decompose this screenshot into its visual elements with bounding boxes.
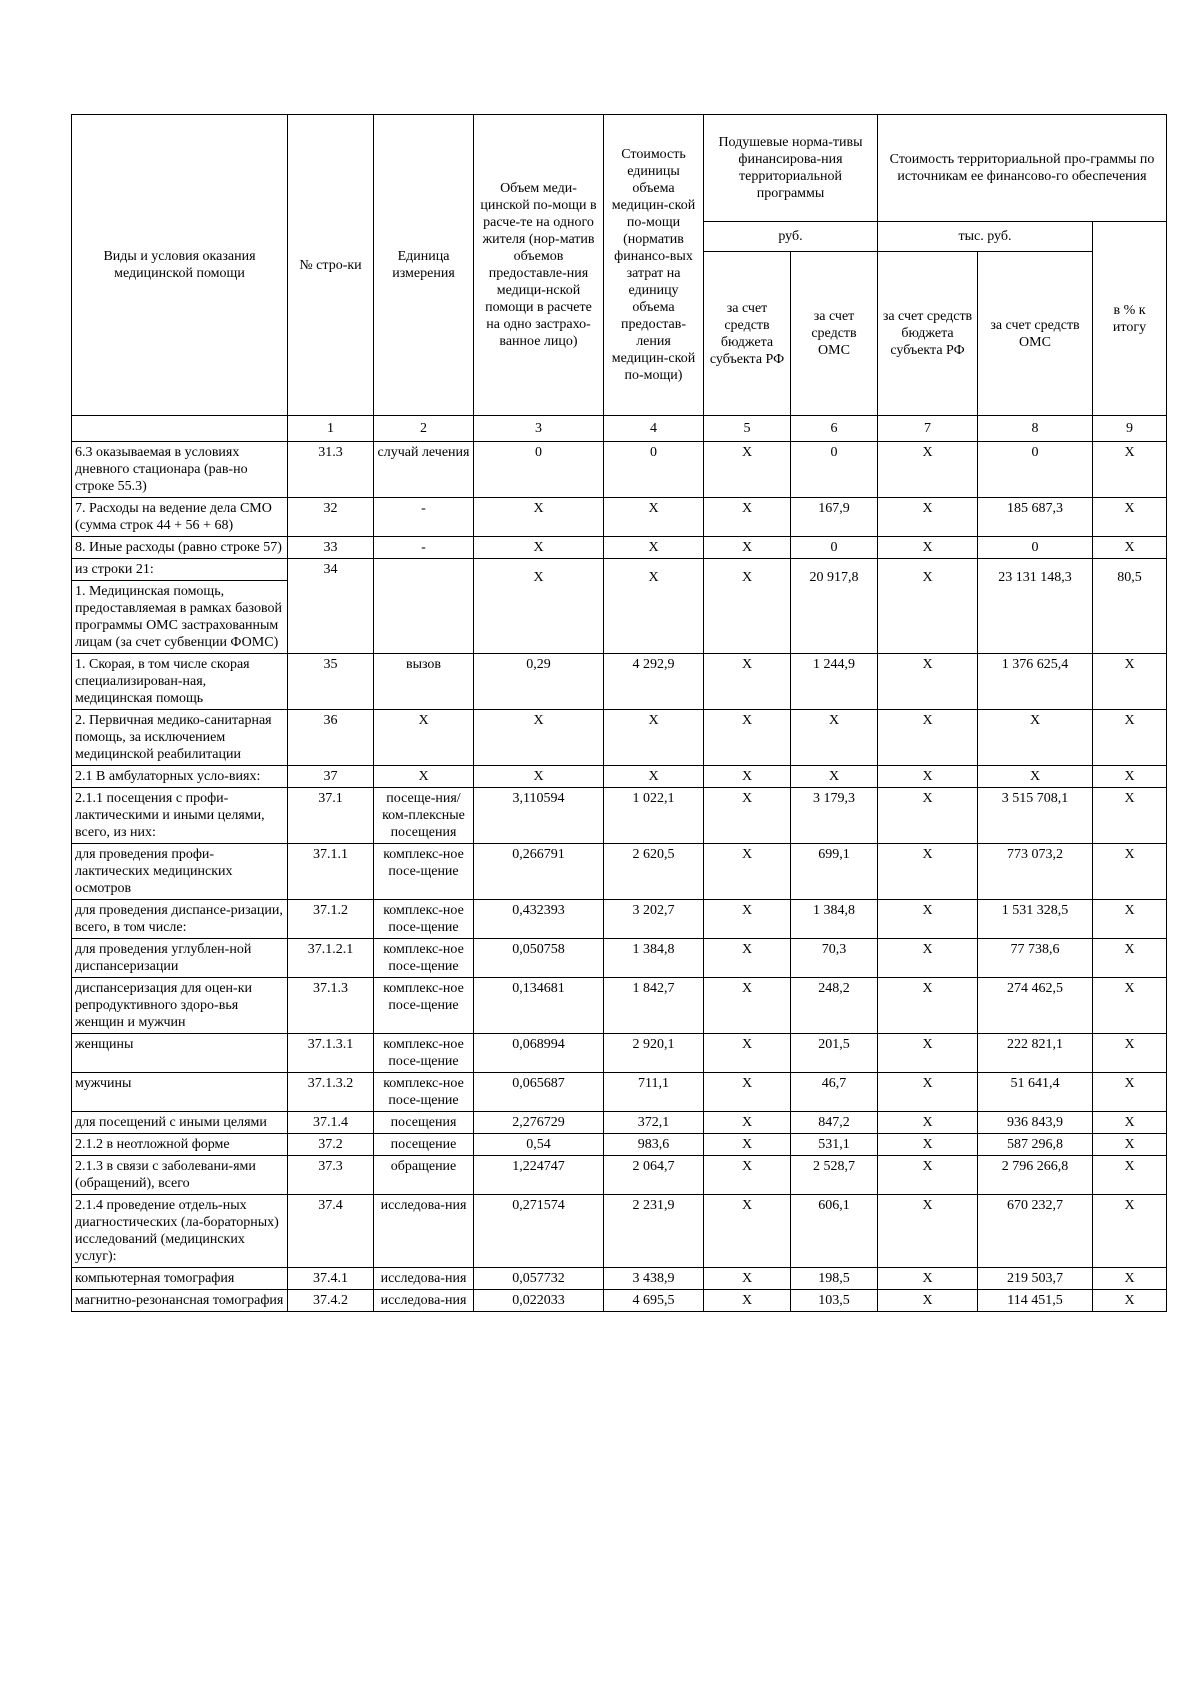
table-row (72, 939, 1167, 978)
cell-budget-rub: X (704, 766, 791, 788)
row-number: 37.4 (288, 1195, 374, 1268)
cell-volume: 1,224747 (474, 1156, 604, 1195)
cell-oms-thousand: 114 451,5 (978, 1290, 1093, 1312)
cell-percent: X (1093, 844, 1167, 900)
table-row (72, 559, 1167, 581)
row-unit: - (374, 537, 474, 559)
cell-volume: 2,276729 (474, 1112, 604, 1134)
cell-cost: 2 920,1 (604, 1034, 704, 1073)
table-row (72, 1034, 1167, 1073)
header-num: 7 (878, 416, 978, 442)
cell-oms-rub: 0 (791, 537, 878, 559)
cell-percent: X (1093, 654, 1167, 710)
row-unit: - (374, 498, 474, 537)
header-percapita: Подушевые норма-тивы финансирова-ния территориальной программы (704, 115, 878, 222)
cell-budget-thousand: X (878, 844, 978, 900)
cell-volume: 0,050758 (474, 939, 604, 978)
row-name: мужчины (72, 1073, 288, 1112)
table-row (72, 442, 1167, 498)
cell-budget-rub: X (704, 788, 791, 844)
cell-percent: X (1093, 1156, 1167, 1195)
cell-oms-rub: 46,7 (791, 1073, 878, 1112)
cell-budget-thousand: X (878, 766, 978, 788)
cell-budget-thousand: X (878, 978, 978, 1034)
cell-cost: 3 202,7 (604, 900, 704, 939)
cell-cost: 1 384,8 (604, 939, 704, 978)
cell-budget-thousand: X (878, 1112, 978, 1134)
cell-budget-thousand: X (878, 1290, 978, 1312)
header-volume: Объем меди-цинской по-мощи в расче-те на одного жителя (нор-матив объемов предоставле-ния медици-нской помощи в расчете на одно застрахо-ванное лицо) (474, 115, 604, 416)
cell-cost: 1 842,7 (604, 978, 704, 1034)
cell-oms-thousand: 3 515 708,1 (978, 788, 1093, 844)
header-percent: в % к итогу (1093, 222, 1167, 416)
cell-oms-rub: 201,5 (791, 1034, 878, 1073)
cell-oms-thousand: 219 503,7 (978, 1268, 1093, 1290)
row-name: 2.1.4 проведение отдель-ных диагностических (ла-бораторных) исследований (медицинских услуг): (72, 1195, 288, 1268)
row-unit: исследова-ния (374, 1195, 474, 1268)
cell-oms-thousand: 185 687,3 (978, 498, 1093, 537)
cell-budget-rub: X (704, 654, 791, 710)
cell-oms-thousand: 274 462,5 (978, 978, 1093, 1034)
cell-volume: X (474, 537, 604, 559)
row-unit: исследова-ния (374, 1290, 474, 1312)
row-unit: комплекс-ное посе-щение (374, 1034, 474, 1073)
cell-oms-rub: 103,5 (791, 1290, 878, 1312)
cell-cost: 4 292,9 (604, 654, 704, 710)
row-unit: случай лечения (374, 442, 474, 498)
row-name: для проведения профи-лактических медицинских осмотров (72, 844, 288, 900)
row-name: 2.1.3 в связи с заболевани-ями (обращений), всего (72, 1156, 288, 1195)
cell-oms-thousand: 1 376 625,4 (978, 654, 1093, 710)
row-unit: комплекс-ное посе-щение (374, 900, 474, 939)
table-row (72, 537, 1167, 559)
cell-budget-rub: X (704, 1034, 791, 1073)
cell-oms-thousand: 587 296,8 (978, 1134, 1093, 1156)
cell-oms-rub: 70,3 (791, 939, 878, 978)
cell-budget-rub: X (704, 900, 791, 939)
row-unit: X (374, 710, 474, 766)
cell-oms-thousand: 222 821,1 (978, 1034, 1093, 1073)
cell-cost: 3 438,9 (604, 1268, 704, 1290)
table-row (72, 1195, 1167, 1268)
cell-volume: X (474, 498, 604, 537)
row-number: 33 (288, 537, 374, 559)
cell-budget-thousand: X (878, 788, 978, 844)
header-budget-rub: за счет средств бюджета субъекта РФ (704, 252, 791, 416)
cell-percent: X (1093, 1073, 1167, 1112)
row-unit: посеще-ния/ ком-плексные посещения (374, 788, 474, 844)
cell-cost: X (604, 498, 704, 537)
cell-budget-rub: X (704, 978, 791, 1034)
row-name: 2.1.2 в неотложной форме (72, 1134, 288, 1156)
cell-oms-thousand: 936 843,9 (978, 1112, 1093, 1134)
row-number: 37.4.2 (288, 1290, 374, 1312)
table-row (72, 1073, 1167, 1112)
row-unit: вызов (374, 654, 474, 710)
cell-budget-thousand: X (878, 1134, 978, 1156)
row-name: для посещений с иными целями (72, 1112, 288, 1134)
table-row (72, 766, 1167, 788)
cell-volume: 0,432393 (474, 900, 604, 939)
row-unit: комплекс-ное посе-щение (374, 978, 474, 1034)
cell-oms-rub: X (791, 710, 878, 766)
row-number: 37.1.1 (288, 844, 374, 900)
row-number: 37.1.4 (288, 1112, 374, 1134)
row-number: 37.1 (288, 788, 374, 844)
cell-cost: 0 (604, 442, 704, 498)
header-cost-program: Стоимость территориальной про-граммы по источникам ее финансово-го обеспечения (878, 115, 1167, 222)
cell-percent: X (1093, 766, 1167, 788)
cell-budget-rub: X (704, 1290, 791, 1312)
table-row (72, 900, 1167, 939)
row-name: 7. Расходы на ведение дела СМО (сумма строк 44 + 56 + 68) (72, 498, 288, 537)
cell-cost: 2 620,5 (604, 844, 704, 900)
cell-percent: X (1093, 1034, 1167, 1073)
cell-oms-thousand: X (978, 766, 1093, 788)
cell-cost: 2 064,7 (604, 1156, 704, 1195)
cell-cost: 372,1 (604, 1112, 704, 1134)
header-unit: Единица измерения (374, 115, 474, 416)
cell-oms-rub: 1 244,9 (791, 654, 878, 710)
row-unit: комплекс-ное посе-щение (374, 1073, 474, 1112)
cell-budget-rub: X (704, 498, 791, 537)
cell-cost: 2 231,9 (604, 1195, 704, 1268)
table-row (72, 498, 1167, 537)
cell-budget-rub: X (704, 1073, 791, 1112)
cell-budget-rub: X (704, 442, 791, 498)
cell-oms-thousand: 2 796 266,8 (978, 1156, 1093, 1195)
row-unit (374, 559, 474, 654)
row-number: 37 (288, 766, 374, 788)
cell-budget-thousand: X (878, 710, 978, 766)
row-number: 32 (288, 498, 374, 537)
table-row (72, 710, 1167, 766)
cell-budget-thousand: X (878, 559, 978, 654)
cell-budget-thousand: X (878, 537, 978, 559)
row-unit: обращение (374, 1156, 474, 1195)
document-page (71, 114, 1166, 1312)
cell-percent: X (1093, 537, 1167, 559)
cell-oms-thousand: 0 (978, 537, 1093, 559)
table-row (72, 1156, 1167, 1195)
cell-budget-rub: X (704, 710, 791, 766)
financing-table (71, 114, 1167, 1312)
cell-budget-rub: X (704, 1268, 791, 1290)
cell-oms-rub: 167,9 (791, 498, 878, 537)
cell-budget-rub: X (704, 1156, 791, 1195)
cell-percent: X (1093, 1268, 1167, 1290)
cell-oms-thousand: 773 073,2 (978, 844, 1093, 900)
row-number: 34 (288, 559, 374, 654)
table-body-top (72, 442, 1167, 559)
cell-volume: 0,068994 (474, 1034, 604, 1073)
row-number: 37.1.2 (288, 900, 374, 939)
row-name: 1. Скорая, в том числе скорая специализирован-ная, медицинская помощь (72, 654, 288, 710)
header-num: 3 (474, 416, 604, 442)
header-num: 2 (374, 416, 474, 442)
cell-budget-thousand: X (878, 1073, 978, 1112)
cell-cost: X (604, 710, 704, 766)
cell-percent: X (1093, 1134, 1167, 1156)
cell-budget-thousand: X (878, 1156, 978, 1195)
header-num: 9 (1093, 416, 1167, 442)
cell-cost: 1 022,1 (604, 788, 704, 844)
cell-oms-rub: 531,1 (791, 1134, 878, 1156)
row-number: 37.1.3.1 (288, 1034, 374, 1073)
header-num-blank (72, 416, 288, 442)
cell-volume: X (474, 766, 604, 788)
header-oms-rub: за счет средств ОМС (791, 252, 878, 416)
cell-oms-rub: 20 917,8 (791, 559, 878, 654)
cell-budget-rub: X (704, 537, 791, 559)
cell-percent: X (1093, 442, 1167, 498)
cell-oms-thousand: 23 131 148,3 (978, 559, 1093, 654)
cell-budget-rub: X (704, 844, 791, 900)
row-name: 6.3 оказываемая в условиях дневного стационара (рав-но строке 55.3) (72, 442, 288, 498)
row-unit: X (374, 766, 474, 788)
cell-volume: X (474, 710, 604, 766)
row-number: 37.1.2.1 (288, 939, 374, 978)
row-number: 31.3 (288, 442, 374, 498)
cell-budget-rub: X (704, 1112, 791, 1134)
table-row (72, 1134, 1167, 1156)
row-prefix: из строки 21: (72, 559, 288, 581)
cell-cost: 711,1 (604, 1073, 704, 1112)
cell-budget-thousand: X (878, 498, 978, 537)
row-unit: комплекс-ное посе-щение (374, 939, 474, 978)
header-num: 5 (704, 416, 791, 442)
row-number: 35 (288, 654, 374, 710)
cell-oms-rub: 699,1 (791, 844, 878, 900)
cell-percent: X (1093, 498, 1167, 537)
cell-budget-rub: X (704, 939, 791, 978)
table-row (72, 788, 1167, 844)
cell-percent: X (1093, 1290, 1167, 1312)
cell-oms-rub: 847,2 (791, 1112, 878, 1134)
header-num: 6 (791, 416, 878, 442)
cell-oms-rub: 0 (791, 442, 878, 498)
row-unit: посещения (374, 1112, 474, 1134)
cell-volume: 0,065687 (474, 1073, 604, 1112)
row-number: 37.1.3.2 (288, 1073, 374, 1112)
cell-volume: 0 (474, 442, 604, 498)
cell-volume: 0,29 (474, 654, 604, 710)
table-row (72, 654, 1167, 710)
cell-percent: X (1093, 710, 1167, 766)
cell-percent: X (1093, 1195, 1167, 1268)
row-name: диспансеризация для оцен-ки репродуктивного здоро-вья женщин и мужчин (72, 978, 288, 1034)
header-rownum: № стро-ки (288, 115, 374, 416)
cell-cost: X (604, 559, 704, 654)
cell-cost: X (604, 766, 704, 788)
header-num: 4 (604, 416, 704, 442)
header-num: 8 (978, 416, 1093, 442)
row-number: 37.3 (288, 1156, 374, 1195)
cell-oms-rub: 1 384,8 (791, 900, 878, 939)
row-unit: посещение (374, 1134, 474, 1156)
cell-budget-rub: X (704, 1134, 791, 1156)
row-name: 2. Первичная медико-санитарная помощь, за исключением медицинской реабилитации (72, 710, 288, 766)
cell-cost: 983,6 (604, 1134, 704, 1156)
cell-budget-thousand: X (878, 900, 978, 939)
cell-oms-rub: 2 528,7 (791, 1156, 878, 1195)
table-row (72, 1268, 1167, 1290)
cell-budget-rub: X (704, 1195, 791, 1268)
header-unit-rub: руб. (704, 222, 878, 252)
cell-percent: X (1093, 1112, 1167, 1134)
cell-oms-rub: 3 179,3 (791, 788, 878, 844)
cell-oms-rub: 198,5 (791, 1268, 878, 1290)
header-type: Виды и условия оказания медицинской помощи (72, 115, 288, 416)
row-name: компьютерная томография (72, 1268, 288, 1290)
row-unit: исследова-ния (374, 1268, 474, 1290)
cell-budget-thousand: X (878, 1195, 978, 1268)
row-number: 37.1.3 (288, 978, 374, 1034)
row-unit: комплекс-ное посе-щение (374, 844, 474, 900)
row-name: 2.1.1 посещения с профи-лактическими и иными целями, всего, из них: (72, 788, 288, 844)
cell-volume: 0,134681 (474, 978, 604, 1034)
cell-oms-thousand: 0 (978, 442, 1093, 498)
table-row (72, 1112, 1167, 1134)
row-number: 36 (288, 710, 374, 766)
cell-cost: X (604, 537, 704, 559)
table-row (72, 1290, 1167, 1312)
cell-cost: 4 695,5 (604, 1290, 704, 1312)
cell-oms-thousand: 670 232,7 (978, 1195, 1093, 1268)
row-number: 37.2 (288, 1134, 374, 1156)
cell-volume: 3,110594 (474, 788, 604, 844)
cell-percent: X (1093, 978, 1167, 1034)
cell-budget-thousand: X (878, 1034, 978, 1073)
cell-percent: X (1093, 900, 1167, 939)
header-oms-thousand: за счет средств ОМС (978, 252, 1093, 416)
cell-percent: X (1093, 788, 1167, 844)
cell-oms-rub: X (791, 766, 878, 788)
cell-percent: 80,5 (1093, 559, 1167, 654)
cell-oms-thousand: 77 738,6 (978, 939, 1093, 978)
row-name: женщины (72, 1034, 288, 1073)
header-cost: Стоимость единицы объема медицин-ской по-мощи (норматив финансо-вых затрат на единицу объема предостав-ления медицин-ской по-мощи) (604, 115, 704, 416)
table-row (72, 844, 1167, 900)
cell-budget-thousand: X (878, 1268, 978, 1290)
cell-volume: 0,266791 (474, 844, 604, 900)
cell-budget-thousand: X (878, 442, 978, 498)
row-name: для проведения углублен-ной диспансеризации (72, 939, 288, 978)
cell-volume: 0,54 (474, 1134, 604, 1156)
cell-volume: 0,271574 (474, 1195, 604, 1268)
table-body-row34 (72, 559, 1167, 654)
header-num: 1 (288, 416, 374, 442)
cell-budget-thousand: X (878, 939, 978, 978)
row-name: для проведения диспансе-ризации, всего, в том числе: (72, 900, 288, 939)
table-row (72, 978, 1167, 1034)
cell-oms-rub: 248,2 (791, 978, 878, 1034)
cell-oms-rub: 606,1 (791, 1195, 878, 1268)
cell-volume: X (474, 559, 604, 654)
header-budget-thousand: за счет средств бюджета субъекта РФ (878, 252, 978, 416)
cell-budget-rub: X (704, 559, 791, 654)
row-number: 37.4.1 (288, 1268, 374, 1290)
table-body-bottom (72, 654, 1167, 1312)
row-name: 2.1 В амбулаторных усло-виях: (72, 766, 288, 788)
header-unit-thousand: тыс. руб. (878, 222, 1093, 252)
row-name: 8. Иные расходы (равно строке 57) (72, 537, 288, 559)
cell-percent: X (1093, 939, 1167, 978)
cell-oms-thousand: 51 641,4 (978, 1073, 1093, 1112)
cell-volume: 0,057732 (474, 1268, 604, 1290)
cell-oms-thousand: 1 531 328,5 (978, 900, 1093, 939)
cell-oms-thousand: X (978, 710, 1093, 766)
row-name: магнитно-резонансная томография (72, 1290, 288, 1312)
cell-budget-thousand: X (878, 654, 978, 710)
row-name: 1. Медицинская помощь, предоставляемая в рамках базовой программы ОМС застрахованным лицам (за счет субвенции ФОМС) (72, 581, 288, 654)
cell-volume: 0,022033 (474, 1290, 604, 1312)
